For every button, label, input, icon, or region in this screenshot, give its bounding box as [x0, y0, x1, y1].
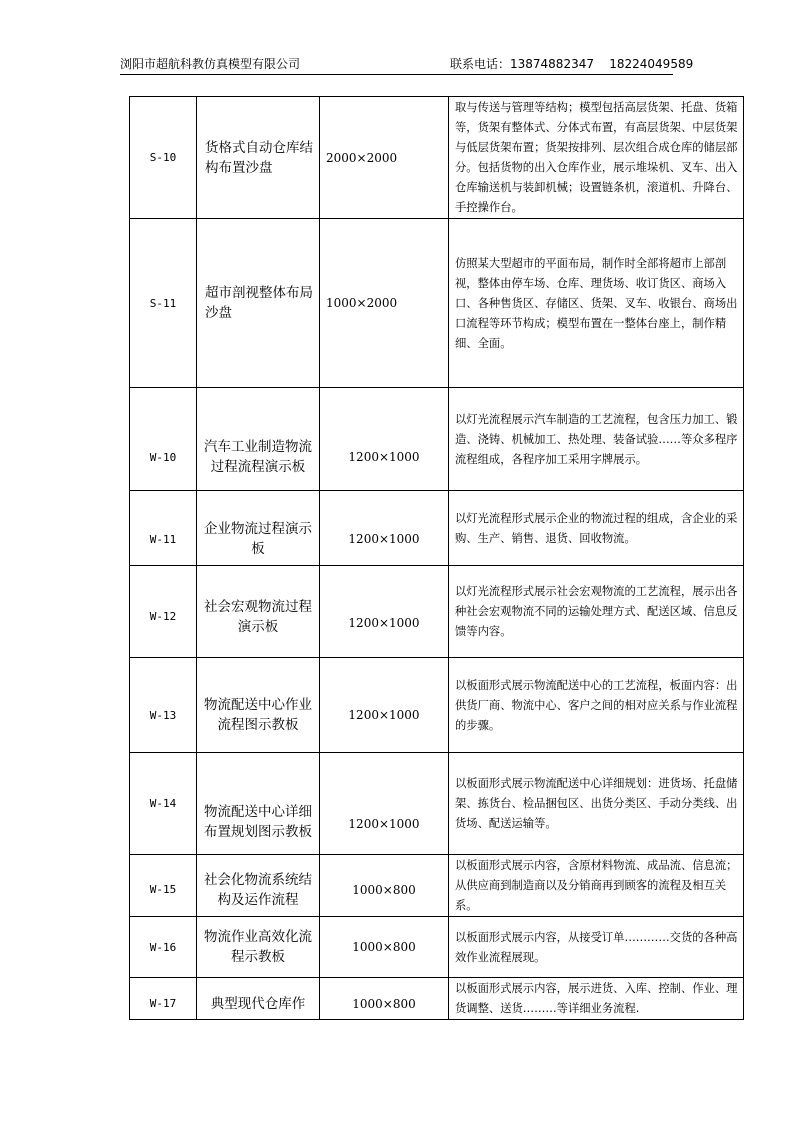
product-size: 1200×1000 — [320, 753, 449, 855]
product-name-text: 典型现代仓库作 — [210, 995, 306, 1012]
product-code: S-10 — [130, 97, 197, 219]
page-header — [120, 56, 694, 75]
product-size: 1000×800 — [320, 917, 449, 978]
product-description-text: 以板面形式展示内容，从接受订单…………交货的各种高效作业流程展现。 — [455, 930, 738, 964]
product-description-text: 取与传送与管理等结构；模型包括高层货架、托盘、货箱等，货架有整体式、分体式布置，有高层货架、中层货架与低层货架布置；货架按排列、层次组合成仓库的储层部分。包括货物的出入仓库作业，展示堆垛机、叉车、出入仓库输送机与装卸机械；设置链条机，滚道机、升降台、手控操作台。 — [455, 101, 738, 214]
product-description — [449, 658, 744, 753]
product-code: W-16 — [130, 917, 197, 978]
product-name — [197, 658, 320, 753]
table-row — [130, 917, 744, 978]
product-name-text: 超市剖视整体布局沙盘 — [205, 285, 313, 321]
product-description — [449, 753, 744, 855]
product-size: 1200×1000 — [320, 566, 449, 658]
product-name — [197, 388, 320, 491]
product-code: S-11 — [130, 219, 197, 388]
product-description-text: 仿照某大型超市的平面布局，制作时全部将超市上部剖视，整体由停车场、仓库、理货场、收订货区、商场入口、各种售货区、存储区、货架、叉车、收银台、商场出口流程等环节构成；模型布置在一整体台座上，制作精细、全面。 — [455, 256, 738, 350]
table-row — [130, 97, 744, 219]
company-name: 浏阳市超航科教仿真模型有限公司 — [120, 57, 301, 71]
table-row — [130, 491, 744, 566]
product-name — [197, 753, 320, 855]
product-name-text: 汽车工业制造物流过程流程演示板 — [204, 439, 312, 475]
product-size: 1000×2000 — [320, 219, 449, 388]
table-row — [130, 855, 744, 917]
product-description — [449, 855, 744, 917]
product-size: 1000×800 — [320, 978, 449, 1020]
product-description-text: 以板面形式展示物流配送中心的工艺流程，板面内容：出供货厂商、物流中心、客户之间的相对应关系与作业流程的步骤。 — [455, 678, 738, 732]
table-row — [130, 388, 744, 491]
product-name — [197, 978, 320, 1020]
product-description-text: 以灯光流程形式展示社会宏观物流的工艺流程，展示出各种社会宏观物流不同的运输处理方式、配送区域、信息反馈等内容。 — [455, 585, 738, 638]
table-row — [130, 566, 744, 658]
product-size: 2000×2000 — [320, 97, 449, 219]
product-description — [449, 219, 744, 388]
product-code: W-15 — [130, 855, 197, 917]
table-row — [130, 978, 744, 1020]
product-code: W-17 — [130, 978, 197, 1020]
product-name — [197, 855, 320, 917]
product-name-text: 社会化物流系统结构及运作流程 — [204, 871, 312, 908]
product-size: 1200×1000 — [320, 388, 449, 491]
product-name-text: 物流配送中心详细布置规划图示教板 — [204, 803, 312, 840]
product-code: W-11 — [130, 491, 197, 566]
product-code: W-12 — [130, 566, 197, 658]
product-code: W-10 — [130, 388, 197, 491]
product-description-text: 以板面形式展示内容，含原材料物流、成品流、信息流；从供应商到制造商以及分销商再到顾客的流程及相互关系。 — [455, 859, 738, 912]
product-name-text: 物流配送中心作业流程图示教板 — [204, 697, 312, 733]
product-code: W-14 — [130, 753, 197, 855]
product-size: 1000×800 — [320, 855, 449, 917]
product-code: W-13 — [130, 658, 197, 753]
product-name-text: 货格式自动仓库结构布置沙盘 — [205, 139, 313, 176]
product-description-text: 以灯光流程展示汽车制造的工艺流程，包含压力加工、锻造、浇铸、机械加工、热处理、装备试验……等众多程序流程组成，各程序加工采用字牌展示。 — [455, 412, 738, 466]
product-name — [197, 491, 320, 566]
product-size: 1200×1000 — [320, 491, 449, 566]
product-description — [449, 388, 744, 491]
product-name-text: 社会宏观物流过程演示板 — [204, 598, 312, 635]
product-description-text: 以灯光流程形式展示企业的物流过程的组成，含企业的采购、生产、销售、退货、回收物流。 — [455, 511, 738, 545]
product-description — [449, 97, 744, 219]
product-name-text: 物流作业高效化流程示教板 — [204, 929, 312, 965]
product-description — [449, 491, 744, 566]
product-name — [197, 219, 320, 388]
product-description-text: 以板面形式展示内容，展示进货、入库、控制、作业、理货调整、送货………等详细业务流程. — [455, 982, 738, 1015]
table-row — [130, 753, 744, 855]
product-name — [197, 917, 320, 978]
product-description — [449, 566, 744, 658]
table-row — [130, 658, 744, 753]
contact-phone: 联系电话：13874882347 18224049589 — [450, 57, 694, 71]
table-row — [130, 219, 744, 388]
product-name — [197, 97, 320, 219]
product-table — [129, 96, 744, 1020]
product-size: 1200×1000 — [320, 658, 449, 753]
product-name — [197, 566, 320, 658]
product-description — [449, 978, 744, 1020]
product-description-text: 以板面形式展示物流配送中心详细规划：进货场、托盘储架、拣货台、检品捆包区、出货分类区、手动分类线、出货场、配送运输等。 — [455, 777, 738, 830]
product-description — [449, 917, 744, 978]
product-name-text: 企业物流过程演示板 — [204, 521, 312, 557]
